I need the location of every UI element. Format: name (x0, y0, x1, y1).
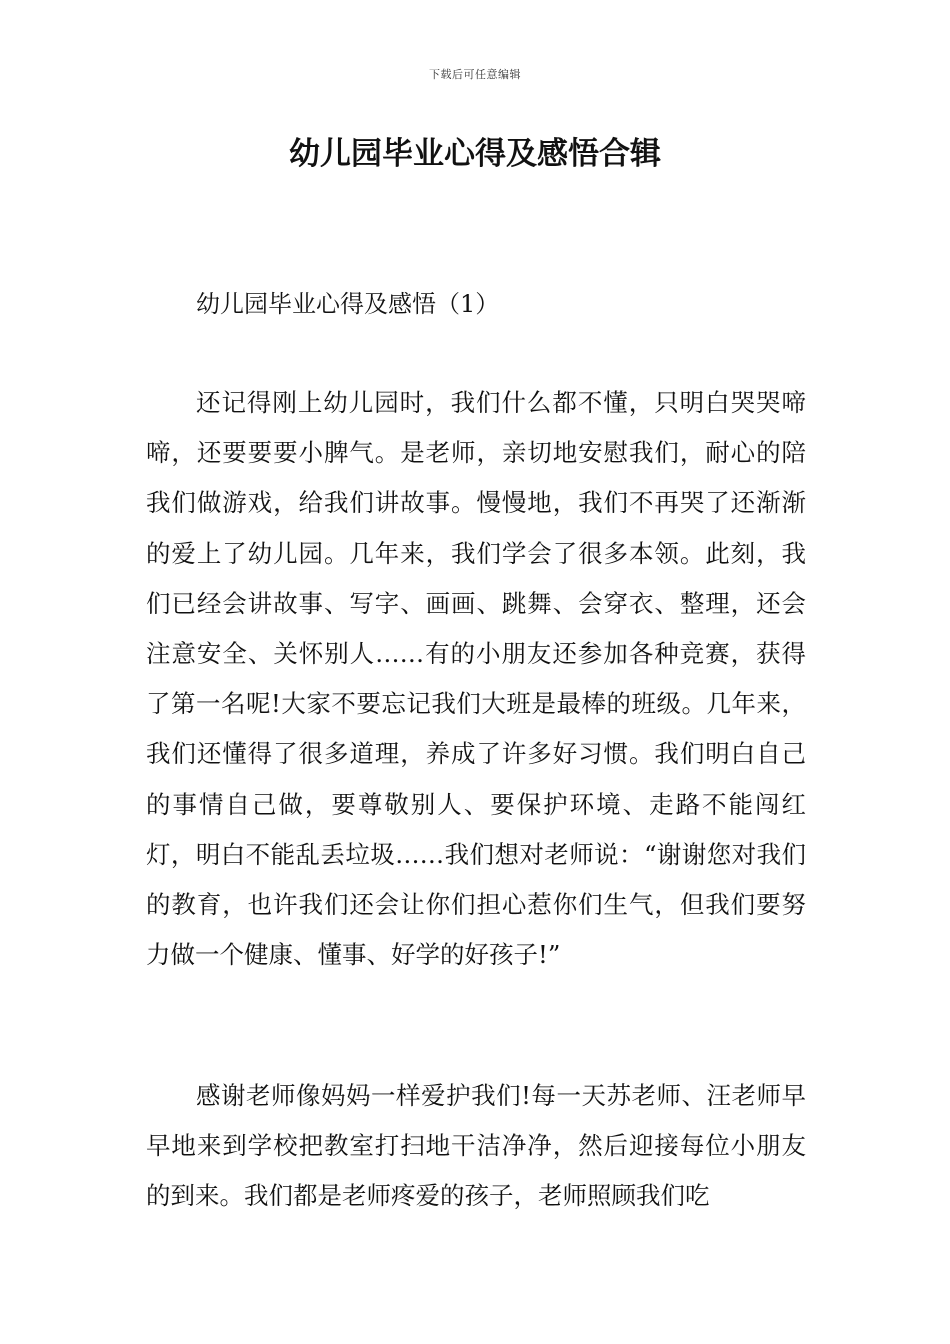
body-paragraph: 感谢老师像妈妈一样爱护我们!每一天苏老师、汪老师早早地来到学校把教室打扫地干洁净净，然后迎接每位小朋友的到来。我们都是老师疼爱的孩子，老师照顾我们吃 (146, 1081, 806, 1211)
document-title: 幼儿园毕业心得及感悟合辑 (289, 136, 661, 172)
header-note: 下载后可任意编辑 (429, 68, 521, 81)
section-heading: 幼儿园毕业心得及感悟（1） (196, 290, 500, 318)
body-paragraph: 还记得刚上幼儿园时，我们什么都不懂，只明白哭哭啼啼，还要要要小脾气。是老师，亲切地安慰我们，耐心的陪我们做游戏，给我们讲故事。慢慢地，我们不再哭了还渐渐的爱上了幼儿园。几年来，我们学会了很多本领。此刻，我们已经会讲故事、写字、画画、跳舞、会穿衣、整理，还会注意安全、关怀别人……有的小朋友还参加各种竞赛，获得了第一名呢!大家不要忘记我们大班是最棒的班级。几年来，我们还懂得了很多道理，养成了许多好习惯。我们明白自己的事情自己做，要尊敬别人、要保护环境、走路不能闯红灯，明白不能乱丢垃圾……我们想对老师说：“谢谢您对我们的教育，也许我们还会让你们担心惹你们生气，但我们要努力做一个健康、懂事、好学的好孩子!” (146, 388, 806, 970)
